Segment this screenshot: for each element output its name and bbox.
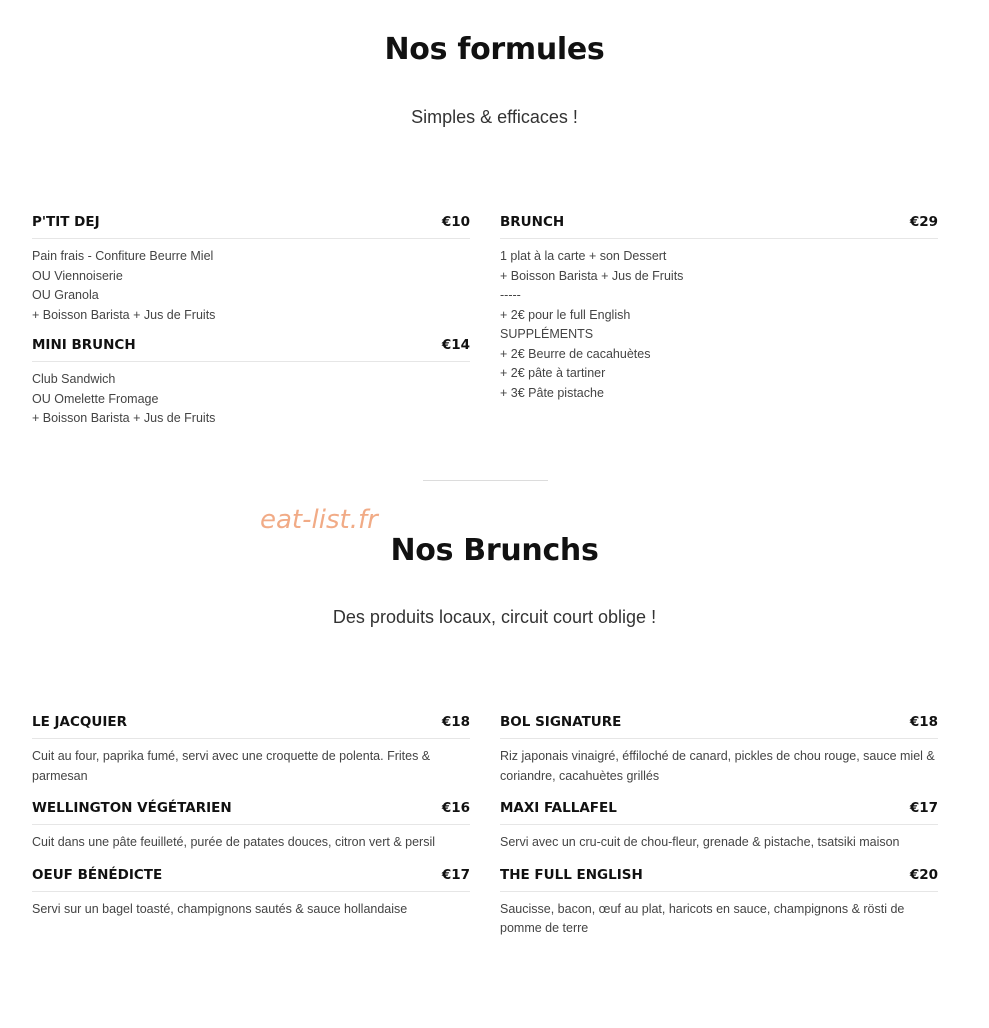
- item-description: Servi sur un bagel toasté, champignons sautés & sauce hollandaise: [32, 901, 408, 916]
- formules-subtitle: Simples & efficaces !: [411, 107, 578, 127]
- item-price: €20: [909, 866, 938, 883]
- item-description: Cuit dans une pâte feuilleté, purée de patates douces, citron vert & persil: [32, 835, 436, 849]
- menu-item-le-jacquier: [32, 714, 470, 786]
- brunchs-right-column: [500, 714, 938, 951]
- formules-left-column: [32, 214, 470, 441]
- item-price: €17: [441, 866, 470, 883]
- item-name: BRUNCH: [500, 214, 565, 230]
- item-name: MAXI FALLAFEL: [500, 800, 617, 816]
- watermark: eat-list.fr: [260, 505, 378, 535]
- item-description: Servi avec un cru-cuit de chou-fleur, grenade & pistache, tsatsiki maison: [500, 835, 900, 849]
- item-description: Cuit au four, paprika fumé, servi avec une croquette de polenta. Frites & parmesan: [32, 749, 431, 783]
- menu-item-full-english: [500, 867, 938, 939]
- menu-item-maxi-fallafel: [500, 800, 938, 853]
- item-name: BOL SIGNATURE: [500, 714, 622, 730]
- brunchs-subtitle: Des produits locaux, circuit court oblige !: [332, 607, 657, 627]
- menu-item-oeuf-benedicte: [32, 867, 470, 920]
- item-price: €17: [909, 800, 938, 816]
- menu-item-brunch: [500, 214, 938, 403]
- item-name: OEUF BÉNÉDICTE: [32, 866, 163, 883]
- menu-item-mini-brunch: [32, 337, 470, 429]
- formules-title: Nos formules: [384, 32, 605, 67]
- item-name: P'TIT DEJ: [32, 214, 100, 230]
- item-price: €18: [441, 714, 470, 730]
- section-divider: [423, 480, 548, 481]
- item-description: 1 plat à la carte + son Dessert + Boisson Barista + Jus de Fruits ----- + 2€ pour le full English SUPPLÉMENTS + 2€ Beurre de cacahuètes + 2€ pâte à tartiner + 3€ Pâte pistache: [500, 249, 684, 400]
- item-name: THE FULL ENGLISH: [500, 866, 643, 883]
- formules-right-column: [500, 214, 938, 415]
- item-description: Pain frais - Confiture Beurre Miel OU Viennoiserie OU Granola + Boisson Barista + Jus de Fruits: [32, 249, 216, 322]
- item-price: €14: [441, 337, 470, 353]
- menu-item-ptit-dej: [32, 214, 470, 325]
- brunchs-title: Nos Brunchs: [390, 533, 599, 568]
- item-description: Riz japonais vinaigré, éffiloché de canard, pickles de chou rouge, sauce miel & coriandre, cacahuètes grillés: [500, 749, 935, 783]
- item-price: €29: [909, 214, 938, 230]
- menu-item-wellington: [32, 800, 470, 853]
- menu-item-bol-signature: [500, 714, 938, 786]
- item-name: LE JACQUIER: [32, 714, 127, 730]
- item-price: €10: [441, 214, 470, 230]
- item-name: MINI BRUNCH: [32, 337, 136, 353]
- item-description: Saucisse, bacon, œuf au plat, haricots en sauce, champignons & rösti de pomme de terre: [500, 901, 905, 935]
- item-name: WELLINGTON VÉGÉTARIEN: [32, 800, 232, 816]
- brunchs-left-column: [32, 714, 470, 931]
- item-price: €16: [441, 800, 470, 816]
- item-description: Club Sandwich OU Omelette Fromage + Boisson Barista + Jus de Fruits: [32, 372, 216, 425]
- item-price: €18: [909, 714, 938, 730]
